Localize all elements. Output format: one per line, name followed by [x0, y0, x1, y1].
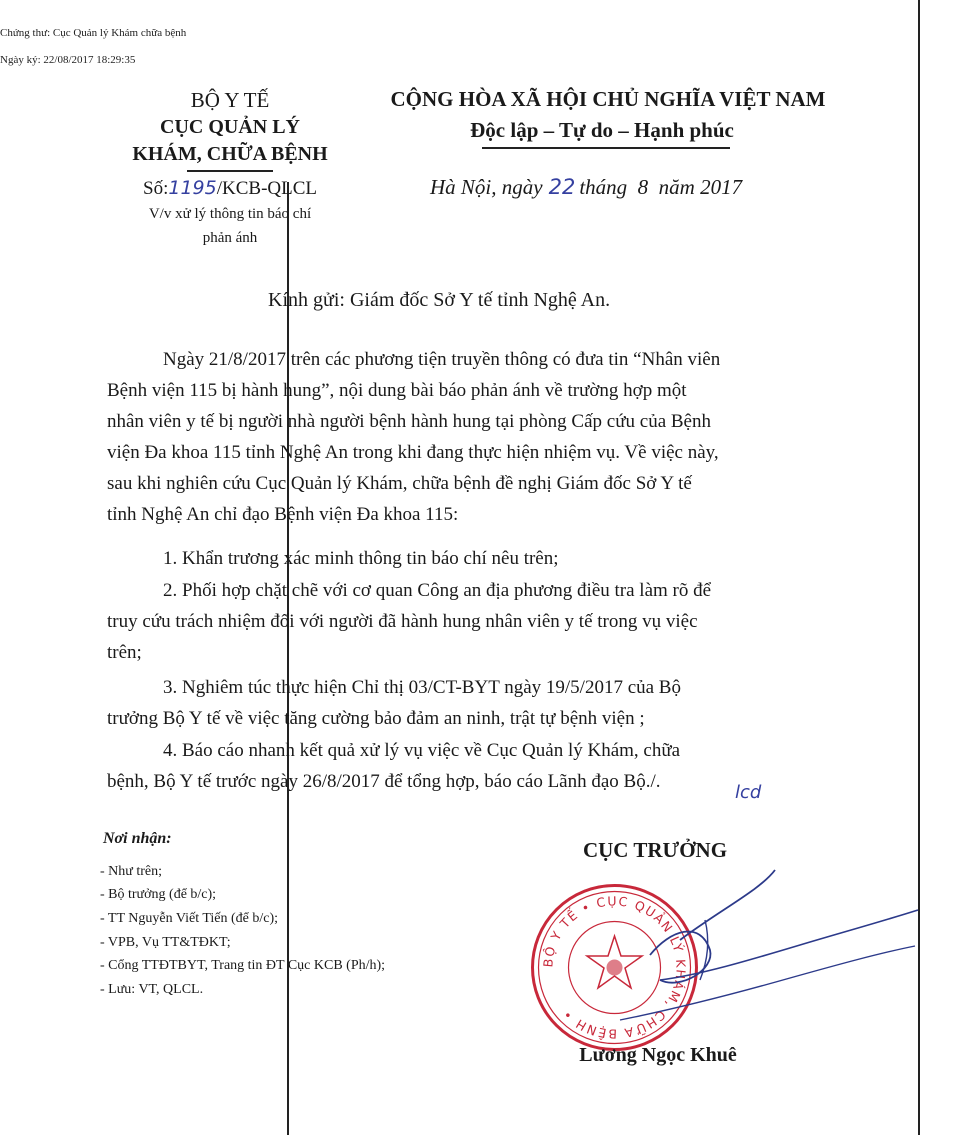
paragraph-line-3: nhân viên y tế bị người nhà người bệnh hành hung tại phòng Cấp cứu của Bệnh [107, 411, 711, 432]
subject-line1: V/v xử lý thông tin báo chí [148, 206, 312, 222]
national-title: CỘNG HÒA XÃ HỘI CHỦ NGHĨA VIỆT NAM [390, 87, 826, 111]
list-item-3-line-1: 3. Nghiêm túc thực hiện Chỉ thị 03/CT-BYT ngày 19/5/2017 của Bộ [163, 677, 681, 698]
number-handwritten: 1195 [168, 177, 217, 199]
paragraph-line-2: Bệnh viện 115 bị hành hung”, nội dung bài báo phản ánh về trường hợp một [107, 380, 687, 401]
list-item-2-line-1: 2. Phối hợp chặt chẽ với cơ quan Công an địa phương điều tra làm rõ để [163, 580, 712, 601]
paragraph-line-6: tỉnh Nghệ An chỉ đạo Bệnh viện Đa khoa 115: [107, 504, 459, 525]
document-number [143, 174, 317, 203]
paragraph-line-1: Ngày 21/8/2017 trên các phương tiện truyền thông có đưa tin “Nhân viên [163, 349, 721, 370]
recipient-item-6: - Lưu: VT, QLCL. [100, 982, 204, 997]
paragraph-line-5: sau khi nghiên cứu Cục Quản lý Khám, chữa bệnh đề nghị Giám đốc Sở Y tế [107, 473, 692, 494]
recipient-item-3: - TT Nguyễn Viết Tiến (để b/c); [100, 911, 279, 926]
recipient-item-4: - VPB, Vụ TT&TĐKT; [100, 935, 231, 950]
scan-line-left [287, 182, 289, 1135]
list-item-4-line-2: bệnh, Bộ Y tế trước ngày 26/8/2017 để tổng hợp, báo cáo Lãnh đạo Bộ./. [107, 771, 661, 792]
signature-title: CỤC TRƯỞNG [582, 838, 728, 862]
recipient-item-1: - Như trên; [100, 864, 163, 879]
motto-underline [482, 147, 730, 149]
initials-handwritten: lcd [735, 782, 762, 803]
department-line1: CỤC QUẢN LÝ [160, 116, 300, 138]
stamp-ring-text: BỘ Y TẾ • CỤC QUẢN LÝ KHÁM, CHỮA BỆNH • [540, 893, 689, 1042]
recipients-title: Nơi nhận: [103, 830, 172, 847]
list-item-2-line-3: trên; [107, 642, 142, 663]
certificate-issuer: Chứng thư: Cục Quản lý Khám chữa bệnh [0, 27, 187, 39]
date-prefix: Hà Nội, ngày [430, 175, 543, 199]
ministry-name: BỘ Y TẾ [190, 88, 270, 112]
list-item-3-line-2: trưởng Bộ Y tế về việc tăng cường bảo đảm an ninh, trật tự bệnh viện ; [107, 708, 645, 729]
date-rest: tháng 8 năm 2017 [579, 175, 743, 199]
list-item-2-line-2: truy cứu trách nhiệm đối với người đã hành hung nhân viên y tế trong vụ việc [107, 611, 698, 632]
number-suffix: /KCB-QLCL [216, 178, 317, 199]
date-day-handwritten: 22 [548, 175, 576, 199]
paragraph-line-4: viện Đa khoa 115 tỉnh Nghệ An trong khi đang thực hiện nhiệm vụ. Về việc này, [107, 442, 719, 463]
signature-scribble [560, 860, 920, 1050]
national-motto: Độc lập – Tự do – Hạnh phúc [470, 118, 734, 142]
recipient-item-2: - Bộ trưởng (để b/c); [100, 887, 217, 902]
recipient-item-5: - Cổng TTĐTBYT, Trang tin ĐT Cục KCB (Ph/h); [100, 958, 386, 973]
certificate-signed-at: Ngày ký: 22/08/2017 18:29:35 [0, 54, 136, 66]
signer-name: Lương Ngọc Khuê [579, 1044, 737, 1066]
list-item-1: 1. Khẩn trương xác minh thông tin báo chí nêu trên; [163, 548, 559, 569]
department-line2: KHÁM, CHỮA BỆNH [132, 143, 328, 165]
subject-line2: phản ánh [202, 230, 258, 246]
recipient-line: Kính gửi: Giám đốc Sở Y tế tỉnh Nghệ An. [268, 289, 611, 311]
number-prefix: Số: [143, 178, 169, 199]
document-date [430, 172, 742, 202]
list-item-4-line-1: 4. Báo cáo nhanh kết quả xử lý vụ việc về Cục Quản lý Khám, chữa [163, 740, 681, 761]
department-underline [187, 170, 273, 172]
